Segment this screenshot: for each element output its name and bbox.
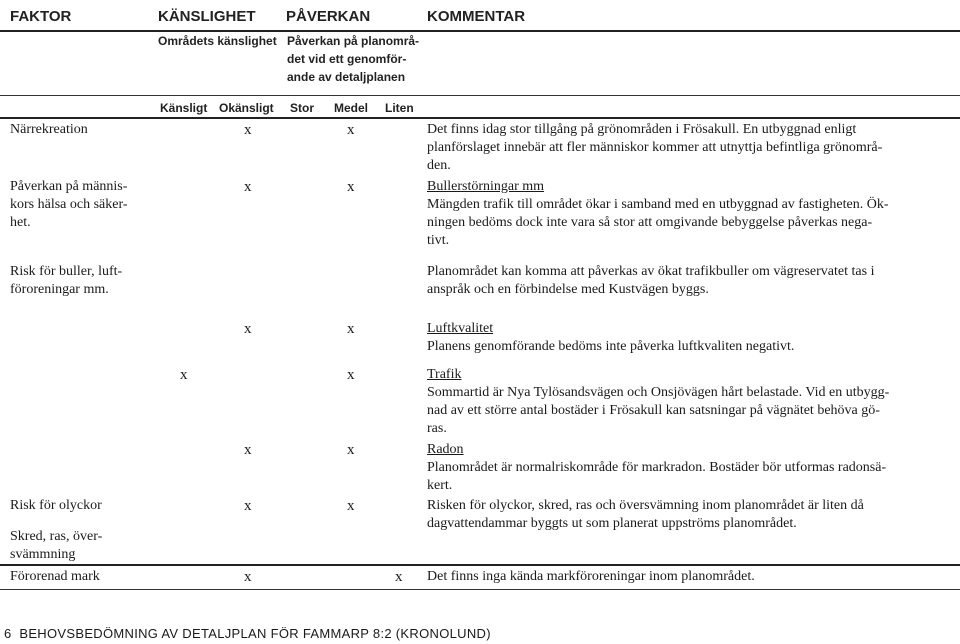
column-header-comment: KOMMENTAR bbox=[427, 8, 526, 25]
document-title: BEHOVSBEDÖMNING AV DETALJPLAN FÖR FAMMARP 8:2 (KRONOLUND) bbox=[19, 626, 491, 641]
comment-line: ras. bbox=[427, 421, 447, 436]
comment-line: planförslaget innebär att fler människor kommer att utnyttja befintliga grönområ- bbox=[427, 140, 883, 155]
subheader-sensitive: Känsligt bbox=[160, 101, 208, 115]
header-bottom-rule bbox=[0, 117, 960, 119]
comment-line: kert. bbox=[427, 478, 453, 493]
factor-landslide-flood: Skred, ras, över- bbox=[10, 529, 103, 544]
mark-small: x bbox=[347, 498, 355, 514]
factor-contaminated-ground: Förorenad mark bbox=[10, 569, 100, 584]
mark-insensitive: x bbox=[244, 122, 252, 138]
mark-insensitive: x bbox=[244, 442, 252, 458]
page-footer bbox=[4, 626, 491, 641]
header-top-rule bbox=[0, 30, 960, 32]
comment-heading-radon: Radon bbox=[427, 442, 464, 457]
comment-line: dagvattendammar byggts ut som planerat uppströms planområdet. bbox=[427, 516, 797, 531]
column-header-sensitivity: KÄNSLIGHET bbox=[158, 8, 256, 25]
subheader-rule bbox=[0, 95, 960, 96]
comment-line: tivt. bbox=[427, 233, 450, 248]
comment-line: ningen bedöms dock inte vara så stor att omgivande bebyggelse påverkas nega- bbox=[427, 215, 873, 230]
column-header-impact: PÅVERKAN bbox=[286, 8, 371, 25]
factor-health-safety: Påverkan på männis- bbox=[10, 179, 128, 194]
mark-insensitive: x bbox=[244, 569, 252, 585]
comment-line: Det finns idag stor tillgång på grönområden i Frösakull. En utbyggnad enligt bbox=[427, 122, 857, 137]
factor-accident-risk: Risk för olyckor bbox=[10, 498, 102, 513]
comment-line: Risken för olyckor, skred, ras och översvämning inom planområdet är liten då bbox=[427, 498, 864, 513]
comment-heading-air-quality: Luftkvalitet bbox=[427, 321, 494, 336]
factor-health-safety: het. bbox=[10, 215, 31, 230]
comment-line: Det finns inga kända markföroreningar inom planområdet. bbox=[427, 569, 755, 584]
impact-description-line1: Påverkan på planområ- bbox=[287, 34, 420, 48]
comment-line: den. bbox=[427, 158, 451, 173]
subheader-medium: Medel bbox=[334, 101, 369, 115]
subheader-insensitive: Okänsligt bbox=[219, 101, 274, 115]
mark-insensitive: x bbox=[244, 498, 252, 514]
factor-health-safety: kors hälsa och säker- bbox=[10, 197, 128, 212]
factor-nearby-recreation: Närrekreation bbox=[10, 122, 88, 137]
comment-heading-traffic: Trafik bbox=[427, 367, 462, 382]
impact-description-line3: ande av detaljplanen bbox=[287, 70, 406, 84]
comment-line: Mängden trafik till området ökar i samband med en utbyggnad av fastigheten. Ök- bbox=[427, 197, 889, 212]
mark-small: x bbox=[347, 367, 355, 383]
comment-line: Planens genomförande bedöms inte påverka luftkvaliten negativt. bbox=[427, 339, 795, 354]
comment-line: Planområdet är normalriskområde för markradon. Bostäder bör utformas radonsä- bbox=[427, 460, 887, 475]
subheader-large: Stor bbox=[290, 101, 314, 115]
comment-line: nad av ett större antal bostäder i Frösakull kan satsningar på vägnätet behöva gö- bbox=[427, 403, 880, 418]
page-number: 6 bbox=[4, 626, 12, 641]
factor-noise-pollution: föroreningar mm. bbox=[10, 282, 109, 297]
area-sensitivity-label: Områdets känslighet bbox=[158, 34, 277, 48]
comment-line: Planområdet kan komma att påverkas av ökat trafikbuller om vägreservatet tas i bbox=[427, 264, 875, 279]
mark-small: x bbox=[347, 122, 355, 138]
comment-heading-noise: Bullerstörningar mm bbox=[427, 179, 545, 194]
factor-landslide-flood: svämmning bbox=[10, 547, 76, 562]
comment-line: Sommartid är Nya Tylösandsvägen och Onsjövägen hårt belastade. Vid en utbygg- bbox=[427, 385, 890, 400]
factor-noise-pollution: Risk för buller, luft- bbox=[10, 264, 123, 279]
contaminated-row-top-rule bbox=[0, 564, 960, 566]
column-header-factor: FAKTOR bbox=[10, 8, 72, 25]
table-bottom-rule bbox=[0, 589, 960, 590]
mark-small: x bbox=[347, 179, 355, 195]
subheader-small: Liten bbox=[385, 101, 414, 115]
mark-small: x bbox=[347, 442, 355, 458]
comment-line: anspråk och en förbindelse med Kustvägen byggs. bbox=[427, 282, 709, 297]
mark-small: x bbox=[347, 321, 355, 337]
impact-description-line2: det vid ett genomför- bbox=[287, 52, 407, 66]
mark-sensitive: x bbox=[180, 367, 188, 383]
mark-insensitive: x bbox=[244, 321, 252, 337]
mark-insensitive: x bbox=[244, 179, 252, 195]
mark-small: x bbox=[395, 569, 403, 585]
